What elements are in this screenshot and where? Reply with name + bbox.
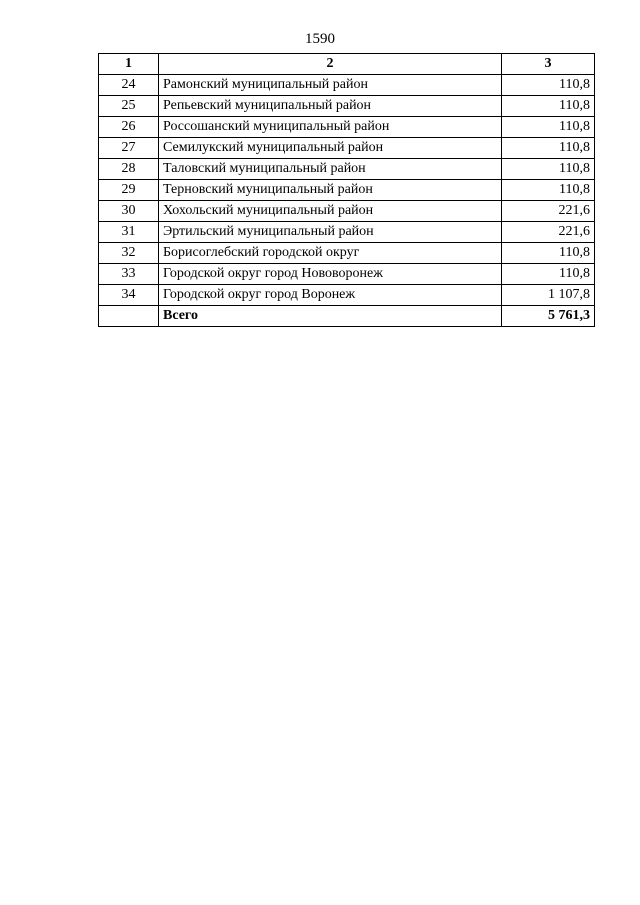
row-name: Борисоглебский городской округ <box>159 243 502 264</box>
allocation-table <box>98 53 595 327</box>
row-value: 221,6 <box>502 201 595 222</box>
row-number: 25 <box>99 96 159 117</box>
table-row <box>99 264 595 285</box>
row-name: Семилукский муниципальный район <box>159 138 502 159</box>
row-value: 221,6 <box>502 222 595 243</box>
row-name: Хохольский муниципальный район <box>159 201 502 222</box>
row-number: 34 <box>99 285 159 306</box>
row-value: 110,8 <box>502 75 595 96</box>
table-row <box>99 117 595 138</box>
row-number: 33 <box>99 264 159 285</box>
table-row <box>99 138 595 159</box>
row-value: 110,8 <box>502 117 595 138</box>
table-row <box>99 96 595 117</box>
row-number: 27 <box>99 138 159 159</box>
page-number: 1590 <box>305 31 335 47</box>
row-name: Городской округ город Нововоронеж <box>159 264 502 285</box>
table-row <box>99 180 595 201</box>
row-number: 30 <box>99 201 159 222</box>
total-value: 5 761,3 <box>502 306 595 327</box>
row-name: Репьевский муниципальный район <box>159 96 502 117</box>
row-number: 26 <box>99 117 159 138</box>
table-row <box>99 222 595 243</box>
row-value: 110,8 <box>502 180 595 201</box>
row-name: Терновский муниципальный район <box>159 180 502 201</box>
row-name: Эртильский муниципальный район <box>159 222 502 243</box>
column-header-2: 2 <box>159 54 502 75</box>
row-name: Городской округ город Воронеж <box>159 285 502 306</box>
table-header-row <box>99 54 595 75</box>
total-row <box>99 306 595 327</box>
row-value: 110,8 <box>502 243 595 264</box>
row-number: 28 <box>99 159 159 180</box>
table-row <box>99 201 595 222</box>
row-value: 110,8 <box>502 138 595 159</box>
row-value: 110,8 <box>502 96 595 117</box>
row-value: 1 107,8 <box>502 285 595 306</box>
table-row <box>99 243 595 264</box>
row-name: Таловский муниципальный район <box>159 159 502 180</box>
row-number: 24 <box>99 75 159 96</box>
row-name: Россошанский муниципальный район <box>159 117 502 138</box>
row-value: 110,8 <box>502 159 595 180</box>
table-row <box>99 285 595 306</box>
row-number: 31 <box>99 222 159 243</box>
table-row <box>99 159 595 180</box>
total-number <box>99 306 159 327</box>
total-label: Всего <box>159 306 502 327</box>
column-header-1: 1 <box>99 54 159 75</box>
row-name: Рамонский муниципальный район <box>159 75 502 96</box>
column-header-3: 3 <box>502 54 595 75</box>
row-value: 110,8 <box>502 264 595 285</box>
row-number: 29 <box>99 180 159 201</box>
row-number: 32 <box>99 243 159 264</box>
table-row <box>99 75 595 96</box>
